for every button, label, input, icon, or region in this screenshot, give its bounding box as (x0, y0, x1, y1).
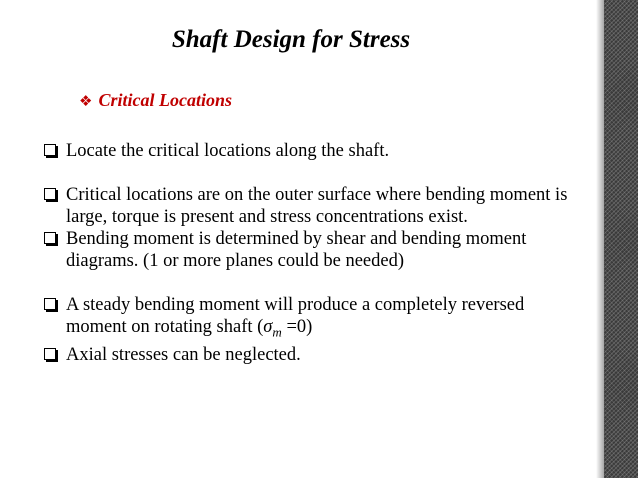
list-item (42, 184, 587, 228)
right-decorative-border (604, 0, 638, 478)
list-item-text: Locate the critical locations along the shaft. (66, 141, 390, 161)
checkbox-square-icon (44, 188, 56, 200)
list-item (42, 228, 587, 272)
right-border-shadow (596, 0, 604, 478)
section-heading (79, 90, 232, 111)
checkbox-square-icon (44, 144, 56, 156)
checkbox-square-icon (44, 298, 56, 310)
slide-title: Shaft Design for Stress (171, 26, 411, 53)
list-item (42, 140, 587, 162)
bullet-list (42, 140, 587, 366)
sigma-symbol: $\sigma_m$ (263, 317, 282, 340)
list-item-text-tail: =0) (281, 317, 313, 337)
list-item-text: Critical locations are on the outer surface where bending moment is large, torque is present and stress concentrations exist. (66, 185, 568, 227)
section-heading-text: Critical Locations (98, 90, 232, 110)
list-item (42, 294, 587, 344)
list-item-text: Axial stresses can be neglected. (66, 344, 301, 365)
list-item-text: A steady bending moment will produce a completely reversed moment on rotating shaft ( (66, 295, 525, 337)
diamond-four-icon: ❖ (79, 92, 93, 110)
list-item-text: Bending moment is determined by shear and bending moment diagrams. (1 or more planes could be needed) (66, 229, 527, 271)
checkbox-square-icon (44, 348, 56, 360)
list-item (42, 344, 587, 366)
checkbox-square-icon (44, 232, 56, 244)
